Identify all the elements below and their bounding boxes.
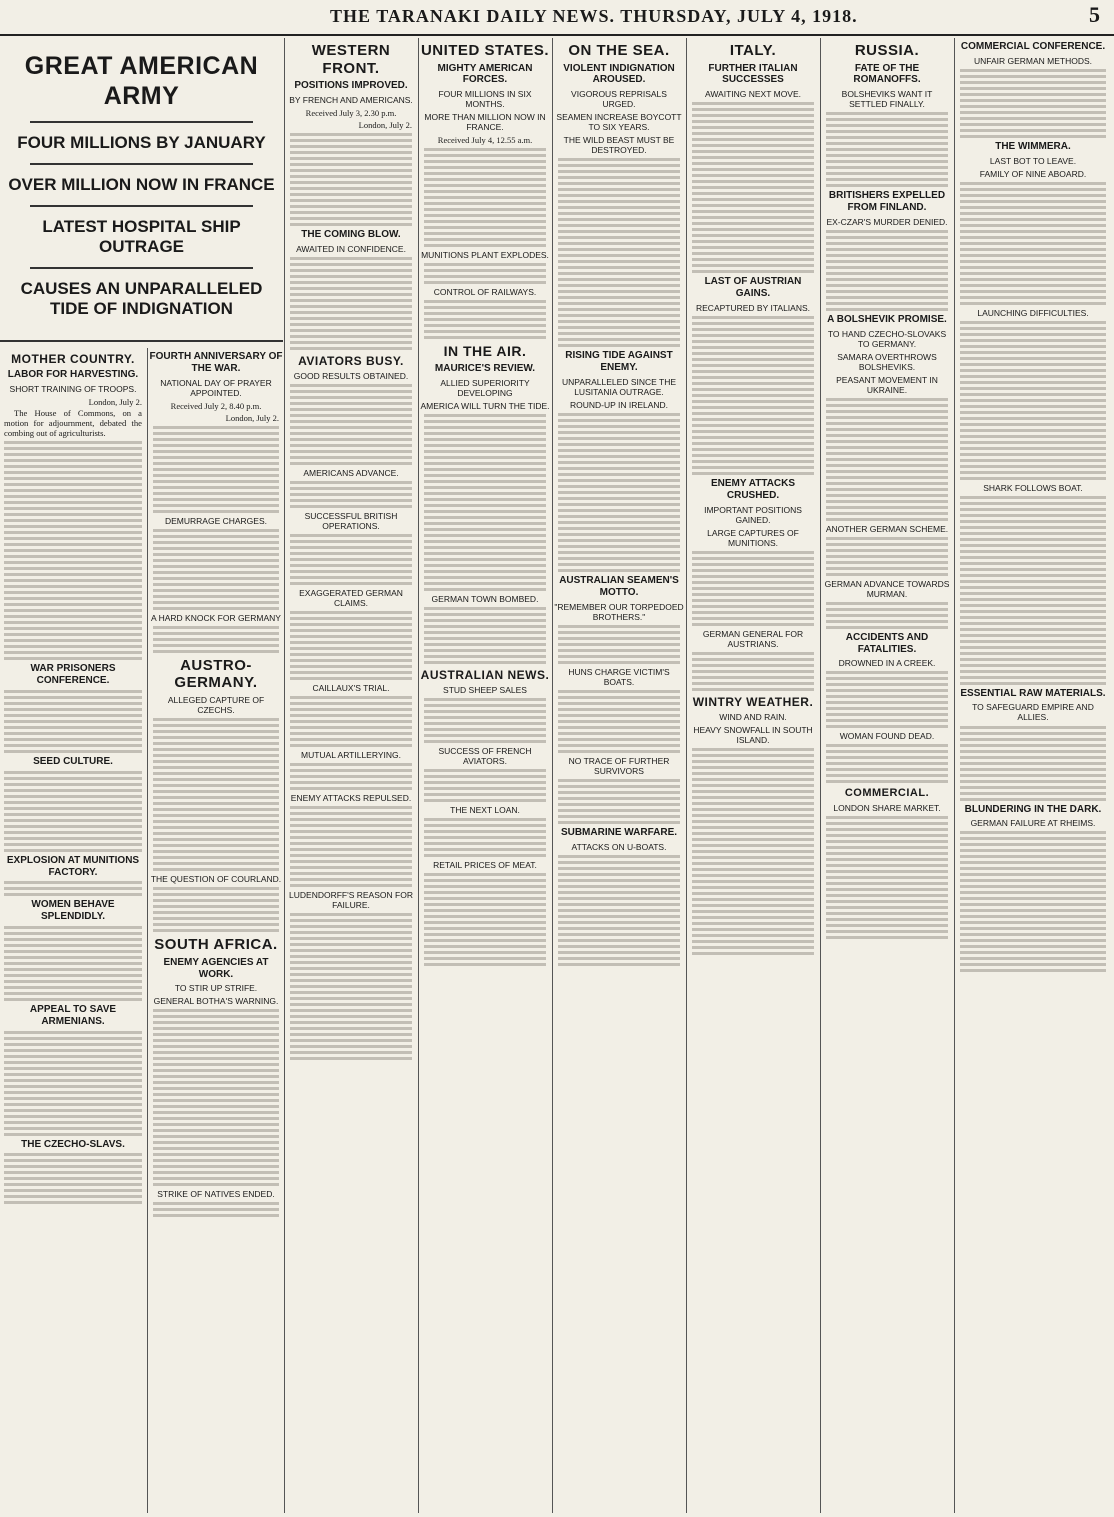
sub-last-boat: LAST BOT TO LEAVE. [989, 155, 1077, 166]
sub-general: GERMAN GENERAL FOR AUSTRIANS. [702, 628, 804, 649]
sub-ex-czar: EX-CZAR'S MURDER DENIED. [826, 216, 948, 227]
heading-attacks-crushed: ENEMY ATTACKS CRUSHED. [710, 477, 796, 501]
heading-in-the-air: IN THE AIR. [443, 343, 527, 360]
heading-south-africa: SOUTH AFRICA. [154, 936, 278, 954]
sub-successful: SUCCESSFUL BRITISH OPERATIONS. [304, 511, 398, 532]
column-commercial-conference [956, 38, 1110, 1513]
sub-allied: ALLIED SUPERIORITY DEVELOPING [440, 377, 530, 398]
sub-four-millions: FOUR MILLIONS IN SIX MONTHS. [438, 89, 532, 110]
banner-line-2: FOUR MILLIONS BY JANUARY [17, 133, 266, 152]
sub-good-results: GOOD RESULTS OBTAINED. [293, 371, 409, 382]
sub-munitions: MUNITIONS PLANT EXPLODES. [421, 250, 549, 261]
sub-control: CONTROL OF RAILWAYS. [433, 287, 537, 298]
sub-family: FAMILY OF NINE ABOARD. [979, 168, 1087, 179]
sub-french-aviators: SUCCESS OF FRENCH AVIATORS. [438, 745, 532, 766]
sub-maurice: MAURICE'S REVIEW. [434, 362, 536, 374]
sub-strike: STRIKE OF NATIVES ENDED. [157, 1189, 275, 1200]
sub-woman: WOMAN FOUND DEAD. [839, 731, 935, 742]
sub-fate: FATE OF THE ROMANOFFS. [853, 62, 921, 86]
sub-advance: GERMAN ADVANCE TOWARDS MURMAN. [824, 578, 950, 599]
dateline: London, July 2. [358, 120, 412, 131]
sub-attacks: ATTACKS ON U-BOATS. [571, 841, 667, 852]
sub-safeguard: TO SAFEGUARD EMPIRE AND ALLIES. [972, 702, 1094, 723]
column-anniversary [149, 348, 283, 1513]
masthead [0, 0, 1114, 36]
heading-czecho-slavs: THE CZECHO-SLAVS. [21, 1138, 125, 1150]
sub-courland: THE QUESTION OF COURLAND. [150, 874, 282, 885]
dateline: London, July 2. [88, 396, 142, 407]
dateline: London, July 2. [225, 412, 279, 423]
column-on-the-sea [554, 38, 684, 1513]
heading-aviators: AVIATORS BUSY. [298, 354, 404, 369]
heading-bolshevik-promise: A BOLSHEVIK PROMISE. [827, 313, 947, 325]
sub-mighty: MIGHTY AMERICAN FORCES. [437, 62, 533, 86]
sub-violent: VIOLENT INDIGNATION AROUSED. [563, 62, 675, 86]
sub-czechs: ALLEGED CAPTURE OF CZECHS. [167, 695, 265, 716]
column-western-front [286, 38, 416, 1513]
heading-britishers: BRITISHERS EXPELLED FROM FINLAND. [828, 190, 946, 214]
sub-stir: TO STIR UP STRIFE. [174, 983, 258, 994]
heading-wintry: WINTRY WEATHER. [692, 694, 814, 709]
sub-launching: LAUNCHING DIFFICULTIES. [977, 307, 1089, 318]
sub-samara: SAMARA OVERTHROWS BOLSHEVIKS. [837, 351, 937, 372]
sub-remember: "REMEMBER OUR TORPEDOED BROTHERS." [554, 601, 684, 622]
heading-anniversary: FOURTH ANNIVERSARY OF THE WAR. [149, 351, 283, 374]
sub-shark: SHARK FOLLOWS BOAT. [983, 482, 1083, 493]
heading-appeal: APPEAL TO SAVE ARMENIANS. [29, 1003, 117, 1027]
sub-heavy: HEAVY SNOWFALL IN SOUTH ISLAND. [693, 724, 813, 745]
heading-russia: RUSSIA. [854, 42, 920, 59]
sub-bolsheviks: BOLSHEVIKS WANT IT SETTLED FINALLY. [841, 89, 933, 110]
heading-women: WOMEN BEHAVE SPLENDIDLY. [31, 899, 115, 923]
sub-americans-advance: AMERICANS ADVANCE. [303, 468, 399, 479]
sub-enemy-agencies: ENEMY AGENCIES AT WORK. [163, 956, 269, 980]
heading-australian-news: AUSTRALIAN NEWS. [420, 667, 550, 682]
page-number: 5 [1089, 2, 1100, 27]
column-italy [688, 38, 818, 1513]
sub-ludendorff: LUDENDORFF'S REASON FOR FAILURE. [289, 890, 413, 911]
heading-seed-culture: SEED CULTURE. [33, 756, 113, 767]
sub-awaited: AWAITED IN CONFIDENCE. [296, 244, 406, 255]
banner-line-5: CAUSES AN UNPARALLELED TIDE OF INDIGNATION [20, 279, 263, 319]
sub-no-trace: NO TRACE OF FURTHER SURVIVORS [568, 755, 670, 776]
sub-beast: THE WILD BEAST MUST BE DESTROYED. [563, 135, 675, 156]
sub-german-town: GERMAN TOWN BOMBED. [431, 593, 539, 604]
heading-commercial-conference: COMMERCIAL CONFERENCE. [960, 41, 1106, 52]
heading-austro-germany: AUSTRO-GERMANY. [174, 656, 258, 692]
heading-explosion: EXPLOSION AT MUNITIONS FACTORY. [6, 854, 140, 878]
received: Received July 3, 2.30 p.m. [305, 108, 397, 119]
heading-italy: ITALY. [729, 42, 777, 59]
heading-war-prisoners: WAR PRISONERS CONFERENCE. [30, 663, 116, 687]
sub-caillaux: CAILLAUX'S TRIAL. [312, 683, 390, 694]
received: Received July 2, 8.40 p.m. [170, 400, 262, 411]
sub-next-loan: THE NEXT LOAN. [450, 804, 520, 815]
sub-enemy-repulsed: ENEMY ATTACKS REPULSED. [290, 793, 412, 804]
sub-training: SHORT TRAINING OF TROOPS. [9, 383, 137, 394]
column-united-states [420, 38, 550, 1513]
sub-hard-knock: A HARD KNOCK FOR GERMANY [151, 612, 281, 623]
column-mother-country [0, 348, 146, 1513]
received: Received July 4, 12.55 a.m. [437, 135, 533, 146]
heading-united-states: UNITED STATES. [420, 42, 550, 59]
sub-america-tide: AMERICA WILL TURN THE TIDE. [420, 400, 550, 411]
heading-accidents: ACCIDENTS AND FATALITIES. [845, 631, 929, 655]
sub-stud: STUD SHEEP SALES [443, 684, 527, 695]
sub-important: IMPORTANT POSITIONS GAINED. [704, 504, 802, 525]
sub-awaiting: AWAITING NEXT MOVE. [704, 89, 802, 100]
sub-seamen: SEAMEN INCREASE BOYCOTT TO SIX YEARS. [556, 112, 682, 133]
sub-coming-blow: THE COMING BLOW. [301, 229, 401, 241]
sub-roundup: ROUND-UP IN IRELAND. [569, 400, 669, 410]
column-russia [822, 38, 952, 1513]
sub-further: FURTHER ITALIAN SUCCESSES [708, 62, 798, 86]
sub-rising: RISING TIDE AGAINST ENEMY. [565, 350, 673, 374]
heading-mother-country: MOTHER COUNTRY. [11, 352, 135, 366]
sub-failure: GERMAN FAILURE AT RHEIMS. [970, 818, 1096, 829]
sub-drowned: DROWNED IN A CREEK. [838, 658, 936, 669]
heading-on-the-sea: ON THE SEA. [568, 42, 670, 59]
sub-more-than: MORE THAN MILLION NOW IN FRANCE. [424, 112, 546, 133]
heading-seamen-motto: AUSTRALIAN SEAMEN'S MOTTO. [559, 575, 679, 598]
sub-labor: LABOR FOR HARVESTING. [7, 369, 139, 381]
heading-raw-materials: ESSENTIAL RAW MATERIALS. [960, 687, 1106, 699]
sub-another: ANOTHER GERMAN SCHEME. [825, 523, 949, 534]
heading-last-gains: LAST OF AUSTRIAN GAINS. [704, 276, 802, 300]
sub-exaggerated: EXAGGERATED GERMAN CLAIMS. [299, 588, 403, 609]
sub-huns: HUNS CHARGE VICTIM'S BOATS. [568, 666, 670, 687]
banner-headline: GREAT AMERICAN ARMY [24, 52, 259, 110]
sub-by: BY FRENCH AND AMERICANS. [289, 95, 413, 106]
heading-western-front: WESTERN FRONT. [311, 42, 391, 77]
masthead-title: THE TARANAKI DAILY NEWS. THURSDAY, JULY 4, 1918. [330, 6, 858, 26]
heading-blundering: BLUNDERING IN THE DARK. [964, 803, 1102, 815]
paragraph: The House of Commons, on a motion for adjournment, debated the combing out of agriculturists. [4, 407, 142, 439]
sub-unparalleled: UNPARALLELED SINCE THE LUSITANIA OUTRAGE. [562, 376, 676, 397]
sub-market: LONDON SHARE MARKET. [833, 803, 941, 814]
sub-botha: GENERAL BOTHA'S WARNING. [153, 996, 279, 1007]
sub-demurrage: DEMURRAGE CHARGES. [164, 515, 267, 526]
sub-recaptured: RECAPTURED BY ITALIANS. [696, 302, 810, 313]
banner-line-4: LATEST HOSPITAL SHIP OUTRAGE [42, 217, 241, 257]
sub-peasant: PEASANT MOVEMENT IN UKRAINE. [836, 374, 938, 395]
sub-wind: WIND AND RAIN. [719, 711, 787, 722]
sub-large: LARGE CAPTURES OF MUNITIONS. [707, 527, 799, 548]
sub-prayer: NATIONAL DAY OF PRAYER APPOINTED. [160, 377, 272, 398]
banner-line-3: OVER MILLION NOW IN FRANCE [8, 175, 275, 195]
sub-vigorous: VIGOROUS REPRISALS URGED. [571, 89, 667, 110]
heading-submarine: SUBMARINE WARFARE. [560, 826, 678, 838]
sub-mutual: MUTUAL ARTILLERYING. [301, 750, 401, 761]
heading-wimmera: THE WIMMERA. [995, 140, 1071, 152]
sub-unfair: UNFAIR GERMAN METHODS. [973, 55, 1093, 66]
sub-retail: RETAIL PRICES OF MEAT. [433, 859, 537, 870]
heading-commercial: COMMERCIAL. [844, 787, 930, 800]
sub-positions: POSITIONS IMPROVED. [294, 80, 408, 92]
sub-hand: TO HAND CZECHO-SLOVAKS TO GERMANY. [827, 328, 947, 349]
